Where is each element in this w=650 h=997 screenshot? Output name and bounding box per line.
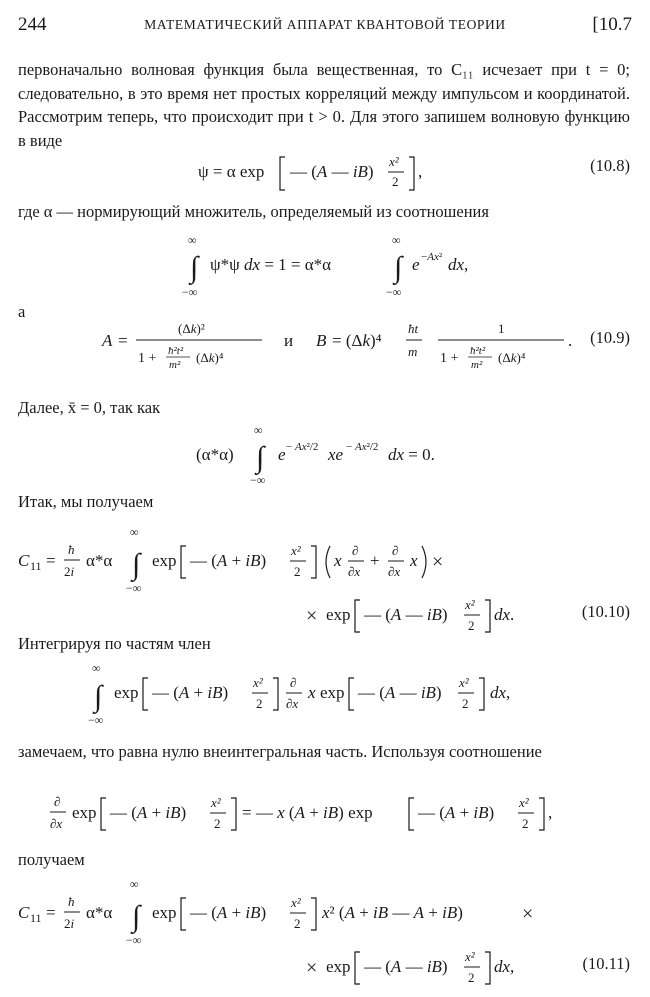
svg-text:m²: m²: [169, 359, 181, 371]
svg-text:×: ×: [306, 957, 318, 979]
svg-text:×: ×: [432, 551, 444, 573]
svg-text:B: B: [316, 331, 327, 350]
svg-text:x: x: [410, 551, 418, 570]
svg-text:+: +: [370, 551, 380, 570]
svg-text:2: 2: [522, 816, 529, 831]
equation-10-9: [18, 316, 630, 376]
svg-text:2i: 2i: [64, 564, 75, 579]
svg-text:2: 2: [256, 696, 263, 711]
svg-text:— (A — iB): — (A — iB): [290, 162, 374, 181]
svg-text:x: x: [308, 683, 316, 702]
svg-text:x: x: [334, 551, 342, 570]
svg-text:— (A + iB): — (A + iB): [110, 803, 187, 822]
svg-text:−∞: −∞: [88, 713, 104, 727]
paragraph-3: а: [18, 302, 26, 321]
svg-text:− Ax²/2: − Ax²/2: [346, 441, 379, 453]
svg-text:exp: exp: [152, 903, 177, 922]
svg-text:∞: ∞: [188, 233, 197, 247]
equation-integral-term: [18, 660, 630, 726]
svg-text:x²: x²: [459, 675, 469, 690]
svg-text:(Δk)⁴: (Δk)⁴: [498, 350, 526, 365]
svg-text:−∞: −∞: [182, 285, 198, 299]
svg-text:= (Δk)⁴: = (Δk)⁴: [332, 331, 382, 350]
svg-text:x²: x²: [389, 154, 399, 169]
svg-text:x²: x²: [519, 795, 529, 810]
svg-text:— (A + iB): — (A + iB): [190, 903, 267, 922]
svg-text:(α*α): (α*α): [196, 445, 234, 464]
svg-text:x² (A + iB — A + iB): x² (A + iB — A + iB): [322, 903, 463, 922]
svg-text:−Ax²: −Ax²: [421, 251, 443, 263]
svg-text:α*α: α*α: [86, 903, 113, 922]
svg-text:ψ = α exp: ψ = α exp: [198, 162, 265, 181]
svg-text:2: 2: [214, 816, 221, 831]
svg-text:2: 2: [294, 916, 301, 931]
svg-text:dx,: dx,: [494, 957, 515, 976]
svg-text:−∞: −∞: [126, 933, 142, 947]
svg-text:−∞: −∞: [126, 581, 142, 595]
paragraph-7: замечаем, что равна нулю внеинтегральная часть. Используя соотношение: [18, 742, 542, 761]
svg-text:1 +: 1 +: [440, 351, 459, 366]
section-number: [10.7: [592, 14, 632, 35]
svg-text:∂x: ∂x: [388, 564, 401, 579]
svg-text:11: 11: [30, 911, 42, 925]
svg-text:— (A — iB): — (A — iB): [358, 683, 442, 702]
paragraph-4: Далее, x̄ = 0, так как: [18, 398, 161, 417]
svg-text:exp: exp: [152, 551, 177, 570]
equation-10-10: [18, 520, 630, 638]
svg-text:−∞: −∞: [250, 473, 266, 487]
svg-text:exp: exp: [114, 683, 139, 702]
page-header: [18, 14, 632, 40]
svg-text:dx,: dx,: [448, 255, 469, 274]
svg-text:(Δk)²: (Δk)²: [178, 321, 205, 336]
svg-text:xe: xe: [328, 445, 344, 464]
svg-text:(Δk)⁴: (Δk)⁴: [196, 350, 224, 365]
svg-text:−∞: −∞: [386, 285, 402, 299]
svg-text:∞: ∞: [254, 423, 263, 437]
svg-text:− Ax²/2: − Ax²/2: [286, 441, 319, 453]
svg-text:exp: exp: [72, 803, 97, 822]
svg-text:∞: ∞: [130, 877, 139, 891]
svg-text:m: m: [408, 344, 418, 359]
svg-text:∞: ∞: [130, 525, 139, 539]
running-title: МАТЕМАТИЧЕСКИЙ АППАРАТ КВАНТОВОЙ ТЕОРИИ: [144, 17, 506, 32]
svg-text:— (A + iB): — (A + iB): [190, 551, 267, 570]
svg-text:ħ²t²: ħ²t²: [470, 345, 486, 357]
equation-normalization: [18, 232, 630, 299]
svg-text:x²: x²: [211, 795, 221, 810]
svg-text:2: 2: [468, 970, 475, 985]
svg-text:ψ*ψ dx = 1 = α*α: ψ*ψ dx = 1 = α*α: [210, 255, 332, 274]
svg-text:∫: ∫: [190, 251, 199, 284]
svg-text:∂: ∂: [392, 543, 399, 558]
svg-text:.: .: [568, 331, 573, 350]
svg-text:∂x: ∂x: [50, 816, 63, 831]
svg-text:2: 2: [392, 174, 399, 189]
svg-text:∂: ∂: [352, 543, 359, 558]
svg-text:C: C: [18, 903, 30, 922]
svg-text:∂: ∂: [54, 794, 61, 809]
svg-text:α*α: α*α: [86, 551, 113, 570]
svg-text:2i: 2i: [64, 916, 75, 931]
svg-text:2: 2: [294, 564, 301, 579]
svg-text:exp: exp: [320, 683, 345, 702]
svg-text:A: A: [102, 331, 113, 350]
svg-text:ħt: ħt: [408, 321, 419, 336]
paragraph-6: Интегрируя по частям член: [18, 634, 211, 653]
svg-text:ħ²t²: ħ²t²: [168, 345, 184, 357]
svg-text:ħ: ħ: [68, 542, 75, 557]
svg-text:ħ: ħ: [68, 894, 75, 909]
svg-text:x²: x²: [291, 895, 301, 910]
svg-text:∫: ∫: [256, 441, 265, 474]
svg-text:1 +: 1 +: [138, 351, 157, 366]
svg-text:e: e: [278, 445, 286, 464]
svg-text:dx.: dx.: [494, 605, 515, 624]
equation-10-11: [18, 872, 630, 990]
svg-text:exp: exp: [326, 957, 351, 976]
svg-text:C: C: [18, 551, 30, 570]
svg-text:∫: ∫: [94, 680, 103, 713]
svg-text:2: 2: [462, 696, 469, 711]
equation-connector: и: [284, 331, 294, 350]
svg-text:∞: ∞: [92, 661, 101, 675]
svg-text:×: ×: [522, 903, 534, 925]
svg-text:=: =: [118, 331, 128, 350]
equation-number: (10.10): [581, 602, 630, 621]
svg-text:x²: x²: [291, 543, 301, 558]
svg-text:1: 1: [498, 321, 505, 336]
svg-text:e: e: [412, 255, 420, 274]
page-number: 244: [18, 14, 47, 35]
paragraph-2: где α — нормирующий множитель, определяемый из соотношения: [18, 202, 489, 221]
svg-text:,: ,: [548, 803, 553, 822]
svg-text:∫: ∫: [394, 251, 403, 284]
equation-derivative-relation: [18, 790, 630, 840]
equation-number: (10.11): [582, 954, 630, 973]
svg-text:2: 2: [468, 618, 475, 633]
svg-text:— (A — iB): — (A — iB): [364, 605, 448, 624]
svg-text:∂x: ∂x: [348, 564, 361, 579]
svg-text:∫: ∫: [132, 548, 141, 581]
equation-number: (10.8): [590, 156, 630, 175]
paragraph-8: получаем: [18, 850, 85, 869]
svg-text:∞: ∞: [392, 233, 401, 247]
svg-text:— (A — iB): — (A — iB): [364, 957, 448, 976]
svg-text:=: =: [46, 903, 56, 922]
svg-text:∂: ∂: [290, 675, 297, 690]
svg-text:,: ,: [418, 162, 423, 181]
svg-text:x²: x²: [465, 949, 475, 964]
svg-text:×: ×: [306, 605, 318, 627]
svg-text:x²: x²: [253, 675, 263, 690]
svg-text:— (A + iB): — (A + iB): [152, 683, 229, 702]
equation-mean-x: [18, 422, 630, 487]
svg-text:dx,: dx,: [490, 683, 511, 702]
svg-text:∂x: ∂x: [286, 696, 299, 711]
svg-text:= — x (A + iB) exp: = — x (A + iB) exp: [242, 803, 373, 822]
svg-text:exp: exp: [326, 605, 351, 624]
paragraph-1: первоначально волновая функция была вещественная, то C₁₁ исчезает при t = 0; следовательно, в это время нет простых корреляций между импульсом и координатой. Рассмотрим теперь, что происходит при t > 0. Для этого запишем волновую функцию в виде: [18, 60, 630, 150]
svg-text:=: =: [46, 551, 56, 570]
svg-text:m²: m²: [471, 359, 483, 371]
paragraph-5: Итак, мы получаем: [18, 492, 154, 511]
svg-text:dx = 0.: dx = 0.: [388, 445, 435, 464]
svg-text:x²: x²: [465, 597, 475, 612]
svg-text:∫: ∫: [132, 900, 141, 933]
equation-number: (10.9): [590, 328, 630, 347]
svg-text:— (A + iB): — (A + iB): [418, 803, 495, 822]
svg-text:11: 11: [30, 559, 42, 573]
